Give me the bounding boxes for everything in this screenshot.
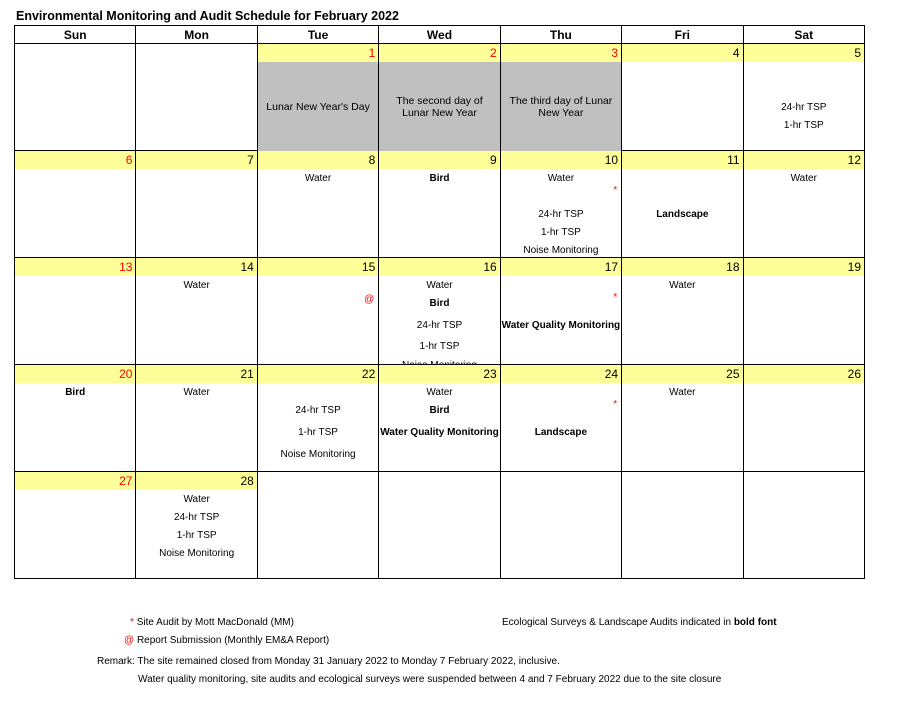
- schedule-event: 24-hr TSP: [295, 405, 341, 416]
- day-number: 9: [379, 151, 499, 169]
- day-cell: [257, 258, 378, 365]
- schedule-event: Noise Monitoring: [280, 449, 356, 460]
- weekday-header: Mon: [136, 26, 257, 44]
- day-number: 5: [744, 44, 864, 62]
- day-cell: [15, 472, 136, 579]
- site-audit-marker: *: [613, 399, 618, 410]
- day-number: 10: [501, 151, 621, 169]
- day-cell: [500, 44, 621, 151]
- day-cell: [136, 472, 257, 579]
- day-cell: [257, 365, 378, 472]
- schedule-event: 24-hr TSP: [781, 102, 827, 113]
- holiday-label: The second day of Lunar New Year: [379, 62, 499, 152]
- legend-audit: [130, 617, 294, 628]
- remark-text-2: Water quality monitoring, site audits and ecological surveys were suspended between 4 and 7 February 2022 due to the site closure: [138, 674, 722, 685]
- day-number: 26: [744, 365, 864, 383]
- schedule-event: Noise Monitoring: [159, 548, 235, 559]
- day-number: 17: [501, 258, 621, 276]
- day-number: 20: [15, 365, 135, 383]
- day-cell: [622, 258, 743, 365]
- weekday-header: Wed: [379, 26, 500, 44]
- day-number: 12: [744, 151, 864, 169]
- day-cell: [622, 44, 743, 151]
- schedule-event: Water: [669, 280, 696, 291]
- weekday-header: Thu: [500, 26, 621, 44]
- schedule-event: Water: [426, 280, 453, 291]
- day-cell: [15, 365, 136, 472]
- week-row: [15, 365, 865, 472]
- day-number: 22: [258, 365, 378, 383]
- site-audit-marker: *: [613, 292, 618, 303]
- day-number: [622, 472, 742, 490]
- day-cell: [500, 365, 621, 472]
- day-cell: [15, 151, 136, 258]
- schedule-event: 24-hr TSP: [538, 209, 584, 220]
- day-number: 25: [622, 365, 742, 383]
- day-number: 1: [258, 44, 378, 62]
- report-legend-text: Report Submission (Monthly EM&A Report): [136, 635, 330, 646]
- calendar-table: [14, 25, 865, 579]
- schedule-event: Landscape: [534, 427, 588, 438]
- day-cell: [743, 365, 864, 472]
- day-cell: [500, 258, 621, 365]
- day-cell: [743, 258, 864, 365]
- day-cell: [379, 44, 500, 151]
- day-cell: [743, 44, 864, 151]
- day-number: 24: [501, 365, 621, 383]
- schedule-event: Water: [547, 173, 575, 184]
- day-number: 27: [15, 472, 135, 490]
- day-number: 15: [258, 258, 378, 276]
- day-number: 18: [622, 258, 742, 276]
- audit-legend-text: Site Audit by Mott MacDonald (MM): [136, 617, 294, 628]
- schedule-event: Water: [304, 173, 332, 184]
- day-number: [379, 472, 499, 490]
- day-number: [136, 44, 256, 62]
- day-number: 19: [744, 258, 864, 276]
- bold-note-emphasis: bold font: [733, 617, 777, 628]
- day-cell: [500, 151, 621, 258]
- day-cell: [136, 365, 257, 472]
- day-cell: [622, 365, 743, 472]
- schedule-event: Bird: [429, 405, 450, 416]
- day-number: [258, 472, 378, 490]
- schedule-event: Water: [183, 387, 210, 398]
- day-cell: [743, 472, 864, 579]
- day-number: 14: [136, 258, 256, 276]
- day-number: 13: [15, 258, 135, 276]
- day-number: 4: [622, 44, 742, 62]
- schedule-event: 1-hr TSP: [783, 120, 824, 131]
- legend-bold-note: [502, 617, 777, 628]
- schedule-event: 1-hr TSP: [298, 427, 338, 438]
- holiday-label: Lunar New Year's Day: [258, 62, 378, 152]
- day-number: 16: [379, 258, 499, 276]
- week-row: [15, 258, 865, 365]
- day-number: 21: [136, 365, 256, 383]
- day-number: 8: [258, 151, 378, 169]
- remark-line-2: [138, 674, 721, 685]
- schedule-event: Water: [183, 280, 210, 291]
- day-cell: [379, 365, 500, 472]
- week-row: [15, 151, 865, 258]
- remark-line-1: [97, 656, 560, 667]
- weekday-header: Sat: [743, 26, 864, 44]
- day-cell: [15, 258, 136, 365]
- schedule-event: Bird: [65, 387, 86, 398]
- day-cell: [136, 44, 257, 151]
- schedule-event: Bird: [429, 298, 450, 309]
- day-number: [501, 472, 621, 490]
- day-cell: [743, 151, 864, 258]
- holiday-label: The third day of Lunar New Year: [501, 62, 621, 152]
- day-cell: [379, 151, 500, 258]
- legend-report: [124, 635, 329, 646]
- schedule-event: 1-hr TSP: [419, 341, 460, 352]
- weekday-header-row: [15, 26, 865, 44]
- week-row: [15, 472, 865, 579]
- day-cell: [379, 472, 500, 579]
- day-cell: [257, 472, 378, 579]
- day-cell: [379, 258, 500, 365]
- day-cell: [257, 151, 378, 258]
- schedule-event: Water Quality Monitoring: [380, 427, 499, 438]
- day-cell: [136, 151, 257, 258]
- schedule-event: Landscape: [656, 209, 709, 220]
- site-audit-marker: *: [613, 185, 618, 196]
- day-number: 6: [15, 151, 135, 169]
- schedule-event: Noise Monitoring: [523, 245, 599, 256]
- schedule-title: Environmental Monitoring and Audit Schedule for February 2022: [16, 9, 399, 23]
- weekday-header: Fri: [622, 26, 743, 44]
- day-number: 11: [622, 151, 742, 169]
- day-number: 3: [501, 44, 621, 62]
- day-number: [744, 472, 864, 490]
- schedule-event: 1-hr TSP: [176, 530, 217, 541]
- weekday-header: Sun: [15, 26, 136, 44]
- day-number: 7: [136, 151, 256, 169]
- day-number: 23: [379, 365, 499, 383]
- schedule-event: Water: [790, 173, 817, 184]
- day-number: [15, 44, 135, 62]
- day-cell: [257, 44, 378, 151]
- day-cell: [15, 44, 136, 151]
- schedule-event: Water Quality Monitoring: [501, 320, 621, 331]
- day-number: 28: [136, 472, 256, 490]
- report-submission-marker: @: [364, 294, 375, 305]
- remark-label: Remark:: [97, 656, 135, 667]
- schedule-event: 1-hr TSP: [540, 227, 581, 238]
- report-symbol: @: [124, 635, 135, 646]
- schedule-event: Bird: [429, 173, 450, 184]
- remark-text-1: The site remained closed from Monday 31 January 2022 to Monday 7 February 2022, inclusive.: [137, 656, 560, 667]
- day-cell: [622, 472, 743, 579]
- week-row: [15, 44, 865, 151]
- schedule-event: Water: [426, 387, 453, 398]
- schedule-event: Water: [183, 494, 210, 505]
- audit-symbol: *: [130, 617, 134, 628]
- schedule-event: 24-hr TSP: [173, 512, 220, 523]
- day-cell: [622, 151, 743, 258]
- bold-note-text: Ecological Surveys & Landscape Audits indicated in: [502, 617, 732, 628]
- day-cell: [500, 472, 621, 579]
- schedule-event: Water: [669, 387, 696, 398]
- day-number: 2: [379, 44, 499, 62]
- weekday-header: Tue: [257, 26, 378, 44]
- day-cell: [136, 258, 257, 365]
- schedule-event: 24-hr TSP: [416, 320, 463, 331]
